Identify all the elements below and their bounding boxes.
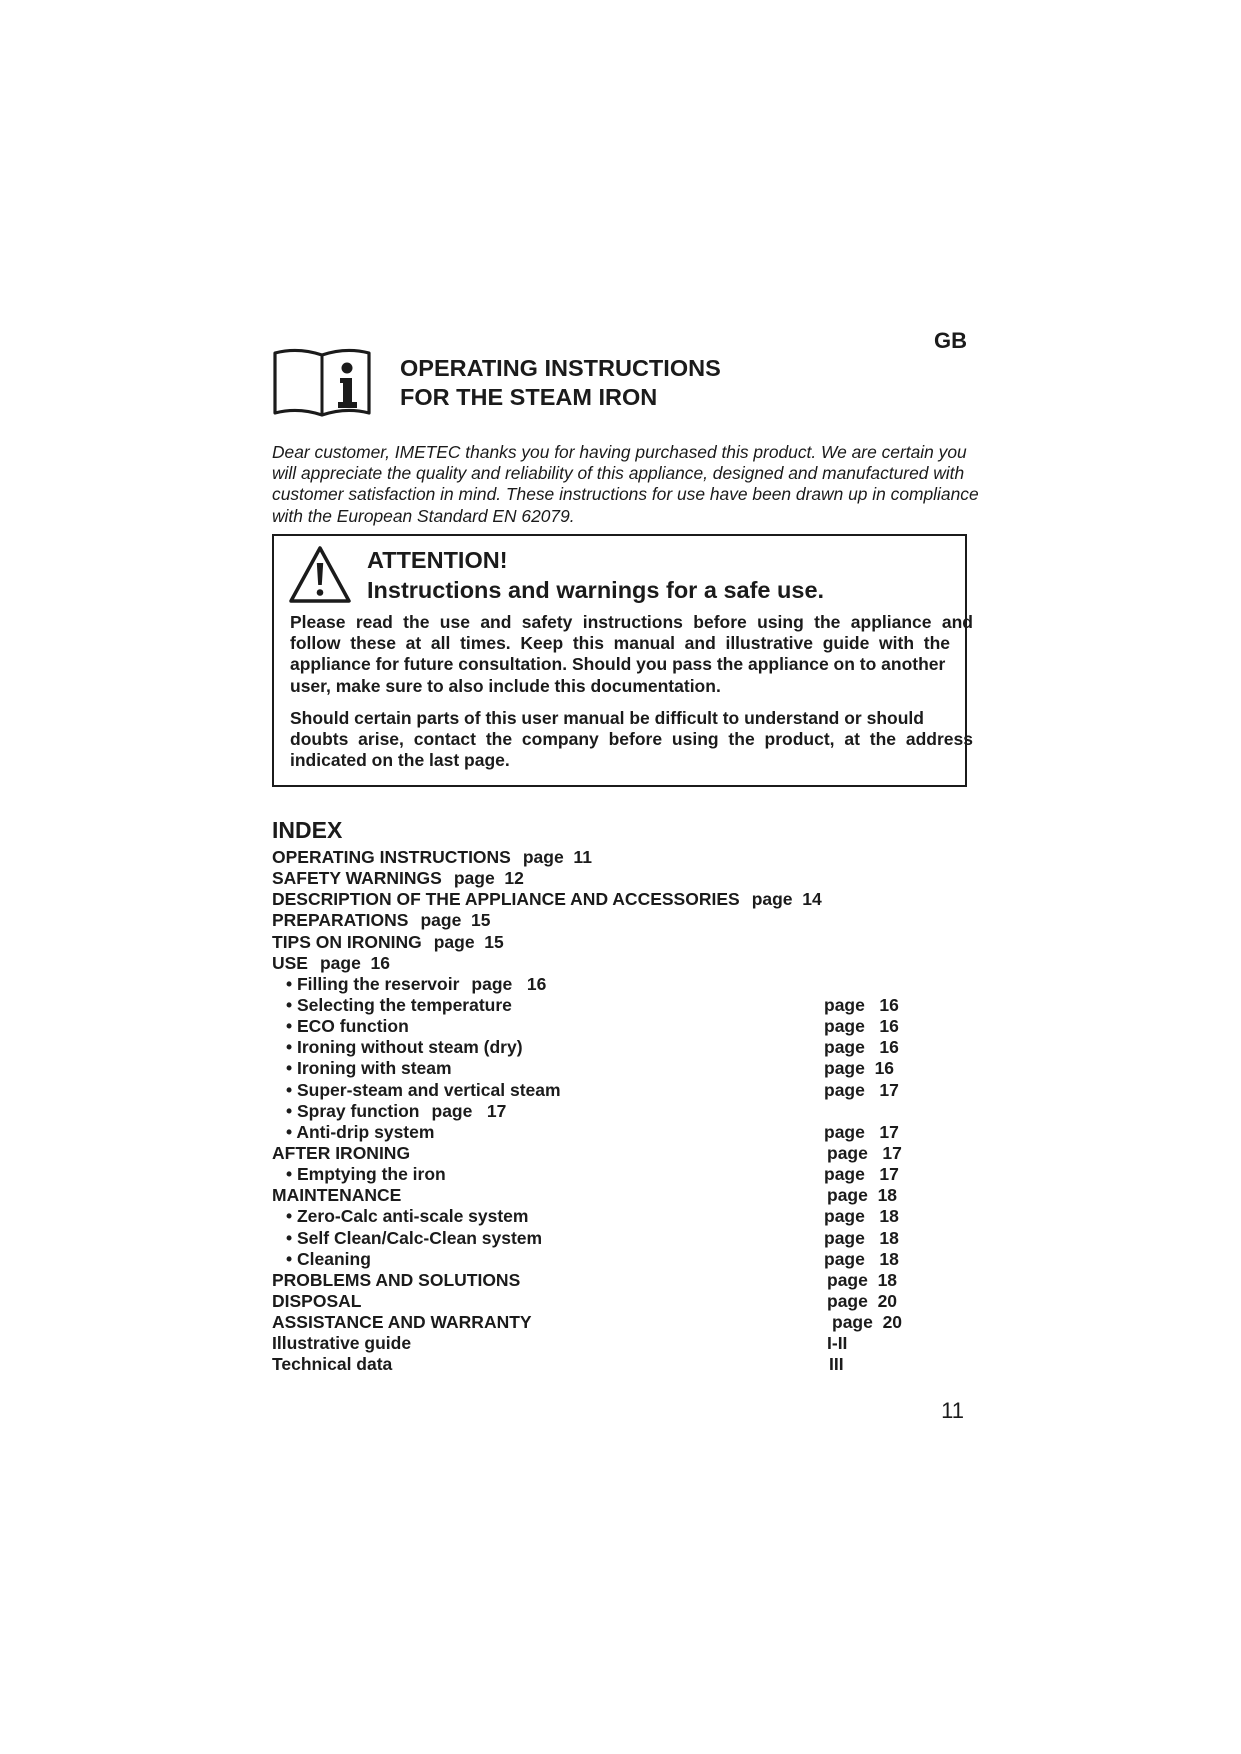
page-title (400, 354, 721, 412)
attention-heading (367, 545, 824, 605)
index-entry-label: ASSISTANCE AND WARRANTY (272, 1312, 532, 1333)
index-entry (272, 932, 972, 953)
index-entry-label: OPERATING INSTRUCTIONS (272, 847, 511, 867)
attention-line: follow these at all times. Keep this manual and illustrative guide with the (290, 633, 950, 654)
index-subentry (272, 1228, 972, 1249)
language-code: GB (934, 328, 967, 353)
index-entry-label: • Selecting the temperature (286, 994, 512, 1015)
index-entry-label: • Zero-Calc anti-scale system (286, 1206, 529, 1227)
attention-title: ATTENTION! (367, 547, 508, 573)
index-entry (272, 1291, 972, 1312)
index-entry-page: page 12 (453, 868, 524, 889)
index-entry (272, 953, 972, 974)
title-line-2: FOR THE STEAM IRON (400, 384, 658, 410)
index-entry-page: page 16 (471, 973, 547, 994)
index-subentry (272, 995, 972, 1016)
index-subentry (272, 1101, 972, 1122)
index-entry (272, 847, 972, 868)
intro-line: Dear customer, IMETEC thanks you for having purchased this product. We are certain you (272, 442, 967, 462)
index-subentry (272, 1164, 972, 1185)
index-entry-page: I-II (827, 1333, 848, 1354)
attention-line: Should certain parts of this user manual be difficult to understand or should (290, 708, 924, 728)
index-entry-label: • Super-steam and vertical steam (286, 1079, 561, 1100)
index-entry-page: page 16 (824, 1058, 895, 1079)
index-entry-label: PREPARATIONS (272, 910, 409, 931)
attention-line: doubts arise, contact the company before using the product, at the address (290, 729, 973, 750)
warning-triangle-icon (288, 545, 352, 605)
attention-line: appliance for future consultation. Should you pass the appliance on to another (290, 654, 946, 675)
index-entry-label: • ECO function (286, 1016, 409, 1037)
intro-line: will appreciate the quality and reliability of this appliance, designed and manufactured with (272, 463, 965, 484)
index-entry-page: page 16 (824, 1037, 899, 1058)
title-line-1: OPERATING INSTRUCTIONS (400, 355, 721, 381)
attention-line: Please read the use and safety instructions before using the appliance and (290, 612, 973, 632)
index-entry-label: • Ironing with steam (286, 1058, 452, 1079)
book-info-icon (272, 347, 372, 421)
index-subentry (272, 1037, 972, 1058)
index-entry-label: MAINTENANCE (272, 1185, 402, 1206)
index-entry-label: AFTER IRONING (272, 1142, 411, 1163)
intro-line: customer satisfaction in mind. These instructions for use have been drawn up in compliance (272, 484, 979, 505)
index-entry-page: page 16 (824, 1016, 899, 1037)
index-subentry (272, 1206, 972, 1227)
intro-line: with the European Standard EN 62079. (272, 505, 575, 526)
index-entry (272, 1333, 972, 1354)
index-list (272, 847, 972, 1376)
index-entry-page: page 15 (420, 910, 491, 931)
index-entry (272, 889, 972, 910)
index-entry (272, 1354, 972, 1375)
index-subentry (272, 1058, 972, 1079)
index-entry-page: page 16 (319, 952, 391, 973)
index-subentry (272, 1122, 972, 1143)
index-entry (272, 1270, 972, 1291)
attention-line: indicated on the last page. (290, 750, 510, 771)
index-subentry (272, 1249, 972, 1270)
index-entry-label: • Anti-drip system (286, 1121, 435, 1142)
index-entry-page: page 15 (433, 931, 504, 952)
index-entry-page: page 20 (832, 1312, 903, 1333)
index-entry-label: DESCRIPTION OF THE APPLIANCE AND ACCESSORIES (272, 889, 740, 910)
attention-line: user, make sure to also include this documentation. (290, 675, 721, 696)
index-entry-page: page 16 (824, 994, 899, 1015)
index-entry-label: Illustrative guide (272, 1333, 412, 1354)
index-entry (272, 1185, 972, 1206)
index-entry-page: page 11 (522, 847, 592, 867)
index-entry-page: page 14 (751, 889, 822, 910)
index-entry-page: page 18 (824, 1206, 899, 1227)
index-entry-label: • Spray function (286, 1100, 420, 1121)
index-entry-page: page 18 (824, 1248, 899, 1269)
index-entry-page: page 20 (827, 1290, 898, 1311)
index-entry-label: DISPOSAL (272, 1290, 362, 1311)
index-subentry (272, 1080, 972, 1101)
index-entry-page: page 17 (824, 1121, 899, 1142)
page-number: 11 (941, 1398, 964, 1423)
index-entry-label: Technical data (272, 1354, 393, 1375)
index-entry-page: page 17 (824, 1164, 899, 1185)
attention-subtitle: Instructions and warnings for a safe use. (367, 577, 825, 603)
index-entry-page: III (829, 1354, 844, 1375)
index-entry-page: page 18 (827, 1269, 898, 1290)
index-entry-label: PROBLEMS AND SOLUTIONS (272, 1269, 521, 1290)
index-subentry (272, 974, 972, 995)
index-entry-label: • Ironing without steam (dry) (286, 1037, 523, 1058)
index-entry (272, 910, 972, 931)
index-subentry (272, 1016, 972, 1037)
index-heading: INDEX (272, 817, 343, 843)
index-entry-label: • Emptying the iron (286, 1164, 446, 1185)
index-entry-page: page 17 (827, 1142, 902, 1163)
index-entry-page: page 18 (824, 1227, 899, 1248)
index-entry-page: page 17 (431, 1100, 507, 1121)
index-entry-label: USE (272, 952, 308, 973)
index-entry-label: TIPS ON IRONING (272, 931, 422, 952)
index-entry (272, 868, 972, 889)
index-entry (272, 1143, 972, 1164)
index-entry-page: page 17 (824, 1079, 899, 1100)
intro-paragraph (272, 442, 979, 527)
index-entry-label: • Self Clean/Calc-Clean system (286, 1227, 543, 1248)
attention-paragraph-2 (290, 708, 973, 772)
attention-paragraph-1 (290, 612, 973, 697)
index-entry-label: SAFETY WARNINGS (272, 868, 442, 889)
index-entry-label: • Filling the reservoir (286, 973, 460, 994)
index-entry-page: page 18 (827, 1185, 898, 1206)
index-entry-label: • Cleaning (286, 1248, 371, 1269)
index-entry (272, 1312, 972, 1333)
